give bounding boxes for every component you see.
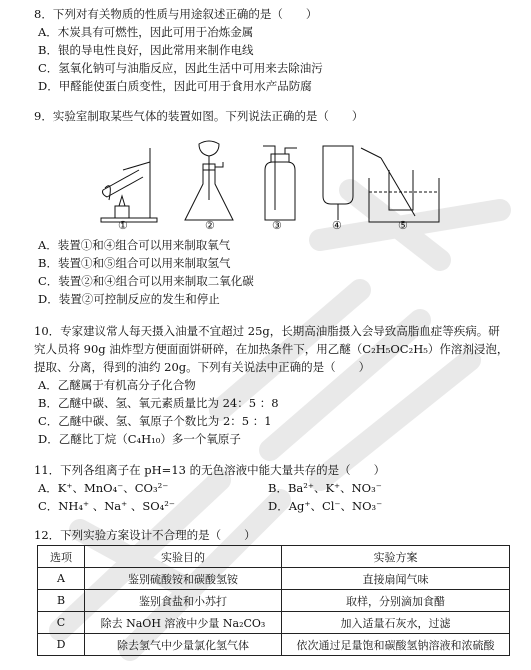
apparatus-label-5: ⑤ bbox=[398, 219, 408, 232]
q10-stem-line-3: 提取、分离，得到的油约 20g。下列有关说法中正确的是（ ） bbox=[34, 360, 371, 374]
table-cell: 鉴别食盐和小苏打 bbox=[85, 590, 282, 612]
table-cell: 直接扇闻气味 bbox=[282, 568, 510, 590]
q10-option-b: B．乙醚中碳、氢、氧元素质量比为 24：5 ：8 bbox=[38, 396, 279, 410]
q12-stem: 12．下列实验方案设计不合理的是（ ） bbox=[34, 528, 256, 542]
apparatus-figure bbox=[95, 140, 440, 232]
q10-stem-line-1: 10．专家建议常人每天摄入油量不宜超过 25g，长期高油脂摄入会导致高脂血症等疾病。研 bbox=[34, 324, 500, 338]
q9-option-a: A．装置①和④组合可以用来制取氧气 bbox=[38, 238, 231, 252]
q8-option-a: A．木炭具有可燃性，因此可用于冶炼金属 bbox=[38, 25, 254, 39]
q10-option-d: D．乙醚比丁烷（C₄H₁₀）多一个氧原子 bbox=[38, 432, 241, 446]
apparatus-label-3: ③ bbox=[272, 219, 282, 232]
apparatus-1-heating-tube bbox=[101, 148, 157, 222]
table-cell: 除去 NaOH 溶液中少量 Na₂CO₃ bbox=[85, 612, 282, 634]
table-header-cell: 实验目的 bbox=[85, 546, 282, 568]
table-header-cell: 实验方案 bbox=[282, 546, 510, 568]
table-cell: 鉴别硫酸铵和碳酸氢铵 bbox=[85, 568, 282, 590]
table-cell: 取样，分别滴加食醋 bbox=[282, 590, 510, 612]
q8-stem: 8．下列对有关物质的性质与用途叙述正确的是（ ） bbox=[34, 7, 318, 21]
q11-option-c: C．NH₄⁺ 、Na⁺ 、SO₄²⁻ bbox=[38, 499, 175, 513]
apparatus-4-collecting-bottle bbox=[323, 146, 353, 220]
table-cell: C bbox=[38, 612, 85, 634]
apparatus-5-water-trough bbox=[361, 148, 439, 222]
q9-option-d: D．装置②可控制反应的发生和停止 bbox=[38, 292, 220, 306]
table-row bbox=[38, 634, 510, 656]
apparatus-2-flask-funnel bbox=[185, 141, 233, 220]
q11-stem: 11．下列各组离子在 pH=13 的无色溶液中能大量共存的是（ ） bbox=[34, 463, 386, 477]
q8-option-b: B．银的导电性良好，因此常用来制作电线 bbox=[38, 43, 254, 57]
q9-option-c: C．装置②和④组合可以用来制取二氧化碳 bbox=[38, 274, 254, 288]
table-row bbox=[38, 568, 510, 590]
q9-option-b: B．装置①和⑤组合可以用来制取氢气 bbox=[38, 256, 231, 270]
q8-option-c: C．氢氧化钠可与油脂反应，因此生活中可用来去除油污 bbox=[38, 61, 323, 75]
table-row bbox=[38, 612, 510, 634]
table-cell: 除去氢气中少量氯化氢气体 bbox=[85, 634, 282, 656]
q12-table bbox=[37, 545, 510, 656]
apparatus-label-1: ① bbox=[118, 219, 128, 232]
q11-option-d: D．Ag⁺、Cl⁻、NO₃⁻ bbox=[268, 499, 383, 513]
q11-option-b: B．Ba²⁺、K⁺、NO₃⁻ bbox=[268, 481, 382, 495]
q10-option-a: A．乙醚属于有机高分子化合物 bbox=[38, 378, 196, 392]
table-cell: 加入适量石灰水，过滤 bbox=[282, 612, 510, 634]
table-cell: A bbox=[38, 568, 85, 590]
q11-option-a: A．K⁺、MnO₄⁻、CO₃²⁻ bbox=[38, 481, 169, 495]
table-cell: 依次通过足量饱和碳酸氢钠溶液和浓硫酸 bbox=[282, 634, 510, 656]
q9-stem: 9．实验室制取某些气体的装置如图。下列说法正确的是（ ） bbox=[34, 109, 364, 123]
table-row bbox=[38, 590, 510, 612]
table-header-row bbox=[38, 546, 510, 568]
q8-option-d: D．甲醛能使蛋白质变性，因此可用于食用水产品防腐 bbox=[38, 79, 312, 93]
table-cell: D bbox=[38, 634, 85, 656]
apparatus-label-2: ② bbox=[205, 219, 215, 232]
apparatus-3-wash-bottle bbox=[263, 146, 297, 220]
table-header-cell: 选项 bbox=[38, 546, 85, 568]
apparatus-label-4: ④ bbox=[332, 219, 342, 232]
q10-option-c: C．乙醚中碳、氢、氧原子个数比为 2：5 ：1 bbox=[38, 414, 272, 428]
table-cell: B bbox=[38, 590, 85, 612]
q10-stem-line-2: 究人员将 90g 油炸型方便面面饼研碎，在加热条件下，用乙醚（C₂H₅OC₂H₅）作溶剂浸泡， bbox=[34, 342, 509, 356]
